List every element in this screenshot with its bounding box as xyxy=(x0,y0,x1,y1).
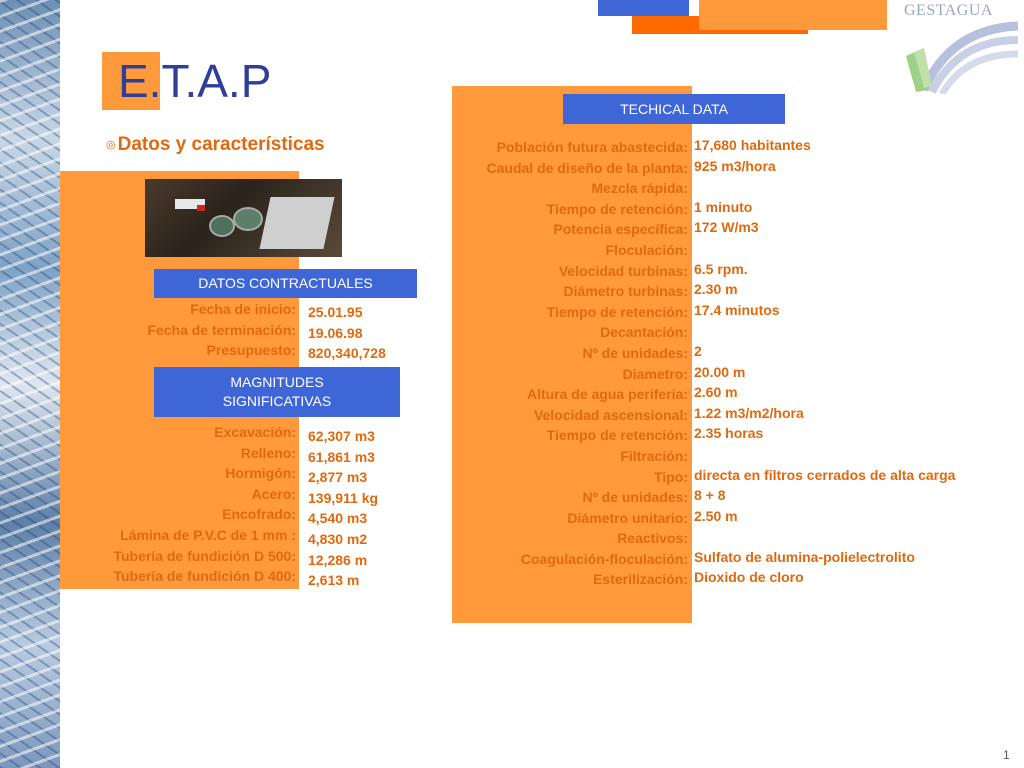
technical-value: 20.00 m xyxy=(694,363,746,380)
technical-label: Decantación: xyxy=(600,324,688,341)
magnitude-label: Hormigón: xyxy=(225,465,296,482)
technical-label: Velocidad ascensional: xyxy=(533,406,688,423)
magnitudes-header xyxy=(154,367,400,417)
magnitude-value: 2,877 m3 xyxy=(308,469,368,486)
contract-label: Fecha de inicio: xyxy=(190,301,296,317)
technical-label: Caudal de diseño de la planta: xyxy=(486,159,688,176)
subtitle xyxy=(106,134,325,156)
magnitude-value: 62,307 m3 xyxy=(308,428,375,444)
technical-value: 2.35 horas xyxy=(694,425,764,442)
magnitude-label: Relleno: xyxy=(240,444,296,461)
technical-label: Floculación: xyxy=(605,241,688,258)
gestagua-logo xyxy=(902,2,1020,94)
technical-value xyxy=(694,526,1024,547)
technical-value xyxy=(694,320,1024,341)
technical-label: Coagulación-floculación: xyxy=(520,550,688,567)
technical-label: Nº de unidades: xyxy=(582,344,688,361)
technical-label: Mezcla rápida: xyxy=(591,180,688,197)
technical-value xyxy=(694,444,1024,465)
technical-value: 6.5 rpm. xyxy=(694,260,748,277)
technical-value: 17,680 habitantes xyxy=(694,137,811,153)
contract-value: 19.06.98 xyxy=(308,324,363,341)
magnitude-label: Excavación: xyxy=(214,424,296,440)
technical-label: Reactivos: xyxy=(617,530,688,547)
contract-labels xyxy=(60,299,296,361)
technical-label: Tiempo de retención: xyxy=(546,427,688,444)
magnitudes-header-line2: SIGNIFICATIVAS xyxy=(222,393,332,409)
technical-label: Esterilización: xyxy=(593,571,688,588)
magnitude-label: Tubería de fundición D 400: xyxy=(113,568,296,585)
page-title: E.T.A.P xyxy=(118,55,272,107)
technical-value: 2.30 m xyxy=(694,281,738,298)
technical-value xyxy=(694,238,1024,259)
technical-value: 925 m3/hora xyxy=(694,157,776,174)
technical-data-header: TECHICAL DATA xyxy=(563,94,785,124)
bullet-icon: ◎ xyxy=(106,139,116,151)
magnitude-label: Tubería de fundición D 500: xyxy=(113,547,296,564)
plant-aerial-photo xyxy=(145,179,342,257)
technical-label: Potencia específica: xyxy=(553,221,688,238)
technical-label: Nº de unidades: xyxy=(582,489,688,506)
page-number: 1 xyxy=(1003,748,1010,762)
magnitudes-header-line1: MAGNITUDES xyxy=(230,374,324,390)
decorative-blue-block xyxy=(598,0,689,16)
technical-label: Diámetro turbinas: xyxy=(563,283,688,300)
technical-labels xyxy=(400,137,688,590)
technical-value: 8 + 8 xyxy=(694,487,726,504)
technical-value: 2.60 m xyxy=(694,384,738,401)
technical-label: Velocidad turbinas: xyxy=(558,262,688,279)
technical-value: 1 minuto xyxy=(694,198,753,215)
technical-label: Tiempo de retención: xyxy=(546,200,688,217)
technical-label: Tiempo de retención: xyxy=(546,303,688,320)
technical-value: 2 xyxy=(694,342,702,359)
technical-value: 2.50 m xyxy=(694,507,738,524)
technical-label: Altura de agua periferia: xyxy=(526,386,688,403)
decorative-photo-strip xyxy=(0,0,60,768)
logo-text: GESTAGUA xyxy=(904,2,993,19)
technical-label: Diametro: xyxy=(622,365,688,382)
technical-value: 172 W/m3 xyxy=(694,219,759,236)
contract-label: Presupuesto: xyxy=(206,342,296,359)
contract-value: 820,340,728 xyxy=(308,345,386,362)
technical-label: Tipo: xyxy=(654,468,688,485)
magnitude-value: 4,540 m3 xyxy=(308,510,368,527)
technical-value xyxy=(694,176,1024,197)
technical-label: Población futura abastecida: xyxy=(496,139,688,155)
magnitude-label: Encofrado: xyxy=(222,506,296,523)
technical-value: 1.22 m3/m2/hora xyxy=(694,404,804,421)
contract-value: 25.01.95 xyxy=(308,304,363,320)
contract-label: Fecha de terminación: xyxy=(147,321,296,338)
contract-data-header: DATOS CONTRACTUALES xyxy=(154,269,417,298)
technical-value: 17.4 minutos xyxy=(694,301,780,318)
technical-value: directa en filtros cerrados de alta carga xyxy=(694,466,956,483)
magnitude-value: 139,911 kg xyxy=(308,489,379,506)
magnitudes-labels xyxy=(60,422,296,587)
magnitude-value: 4,830 m2 xyxy=(308,530,368,547)
magnitude-value: 61,861 m3 xyxy=(308,448,375,465)
technical-value: Sulfato de alumina-polielectrolito xyxy=(694,548,915,565)
magnitude-label: Acero: xyxy=(251,485,296,502)
logo-wave-icon xyxy=(902,20,1020,94)
technical-label: Filtración: xyxy=(620,447,688,464)
subtitle-text: Datos y características xyxy=(117,134,325,155)
magnitude-value: 2,613 m xyxy=(308,572,360,589)
technical-label: Diámetro unitario: xyxy=(567,509,688,526)
decorative-orange-block xyxy=(699,0,887,30)
magnitude-value: 12,286 m xyxy=(308,551,368,568)
technical-value: Dioxido de cloro xyxy=(694,569,804,586)
magnitude-label: Lámina de P.V.C de 1 mm : xyxy=(120,526,296,543)
technical-values xyxy=(694,135,1024,588)
